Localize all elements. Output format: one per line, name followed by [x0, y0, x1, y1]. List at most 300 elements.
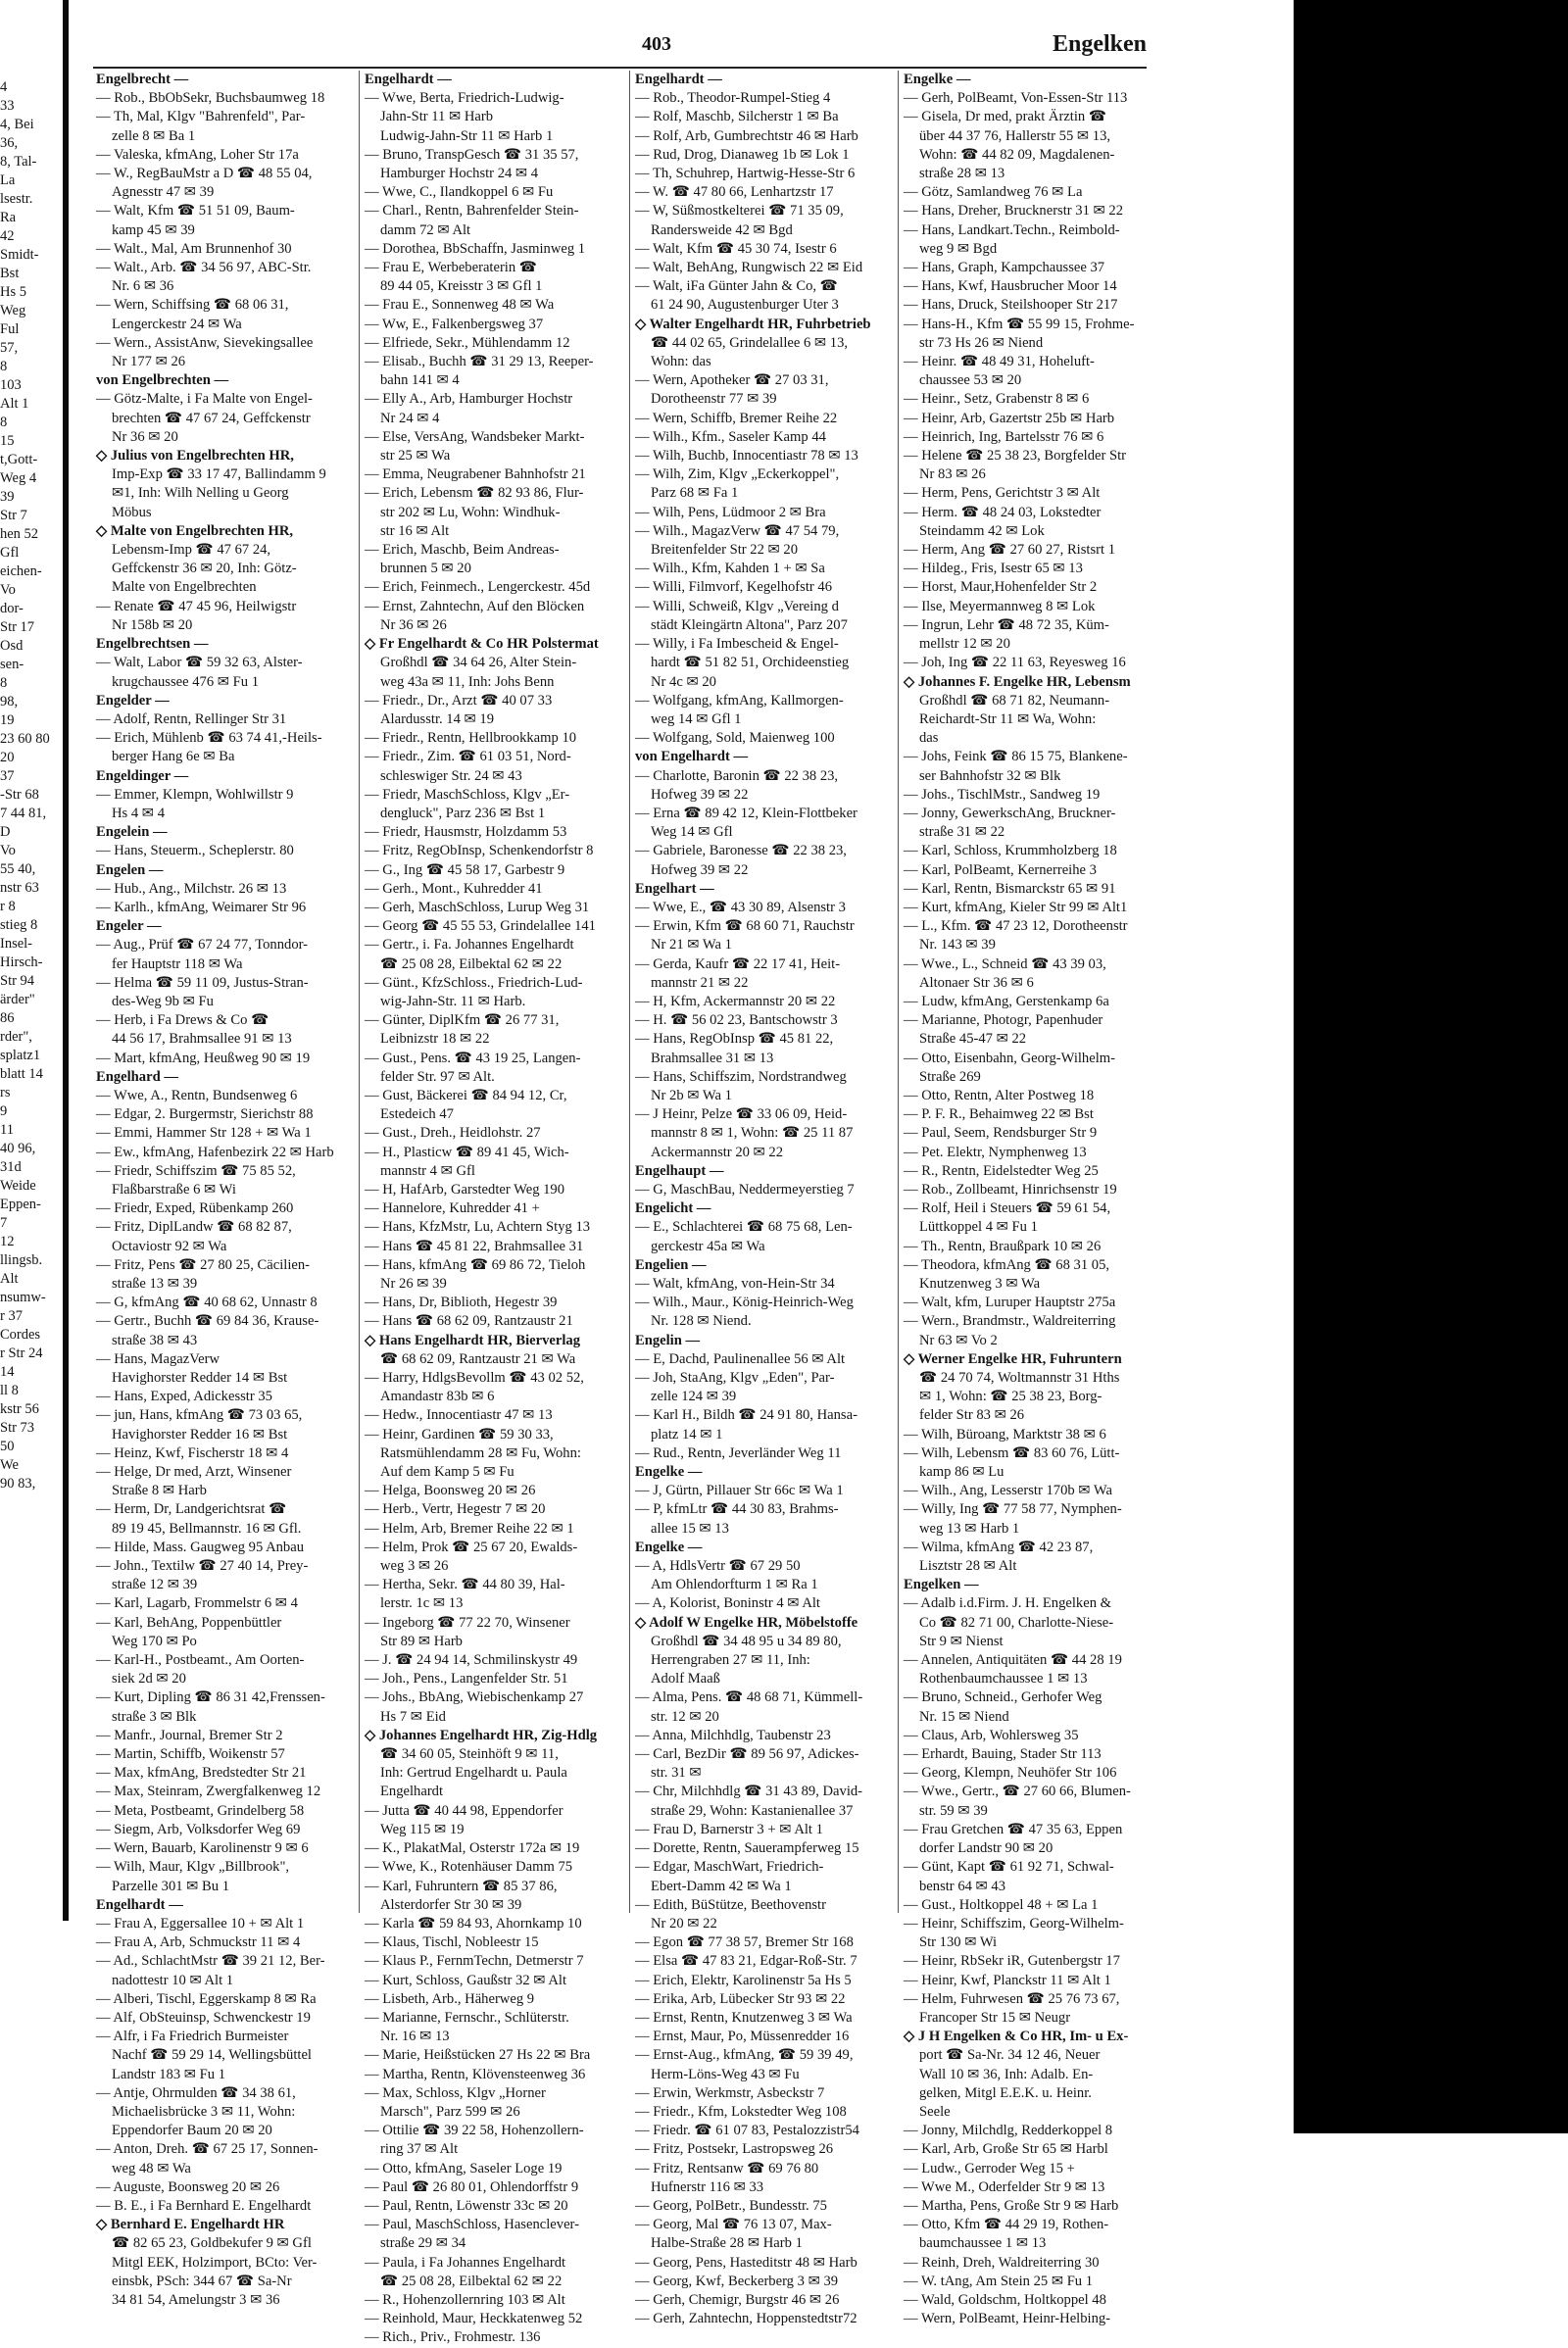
directory-line: — Gerda, Kaufr ☎ 22 17 41, Heit-: [635, 955, 841, 972]
directory-line: — Alberi, Tischl, Eggerskamp 8 ✉ Ra: [96, 1990, 317, 2007]
directory-line: Imp-Exp ☎ 33 17 47, Ballindamm 9: [112, 466, 326, 483]
directory-line: ◇ Bernhard E. Engelhardt HR: [96, 2217, 285, 2233]
directory-line: ✉ 1, Wohn: ☎ 25 38 23, Borg-: [919, 1389, 1102, 1405]
directory-line: — H, Kfm, Ackermannstr 20 ✉ 22: [635, 993, 836, 1009]
directory-line: — Wilh, Lebensm ☎ 83 60 76, Lütt-: [904, 1444, 1120, 1461]
directory-line: — Willy, i Fa Imbescheid & Engel-: [635, 636, 839, 653]
directory-line: — Günt, Kapt ☎ 61 92 71, Schwal-: [904, 1859, 1114, 1876]
directory-line: — Hans, kfmAng ☎ 69 86 72, Tieloh: [365, 1256, 586, 1273]
directory-line: — Ingeborg ☎ 77 22 70, Winsener: [365, 1614, 570, 1631]
directory-line: krugchaussee 476 ✉ Fu 1: [112, 673, 260, 690]
header-rule: [93, 67, 1147, 69]
directory-line: Weg 170 ✉ Po: [112, 1633, 197, 1649]
margin-fragment: blatt 14: [0, 1066, 43, 1082]
directory-line: Estedeich 47: [380, 1106, 454, 1123]
directory-line: 89 44 05, Kreisstr 3 ✉ Gfl 1: [380, 278, 543, 295]
directory-line: Nr. 16 ✉ 13: [380, 2029, 450, 2045]
directory-line: — Wilh, Maur, Klgv „Billbrook",: [96, 1859, 290, 1876]
directory-line: — Karl, Arb, Große Str 65 ✉ Harbl: [904, 2141, 1108, 2158]
directory-line: — Walt., Mal, Am Brunnenhof 30: [96, 240, 292, 257]
directory-line: — J, Gürtn, Pillauer Str 66c ✉ Wa 1: [635, 1483, 844, 1499]
directory-line: — Günter, DiplKfm ☎ 26 77 31,: [365, 1012, 560, 1029]
directory-line: — Hans, Landkart.Techn., Reimbold-: [904, 221, 1120, 238]
directory-line: — Walt, kfmAng, von-Hein-Str 34: [635, 1276, 835, 1292]
margin-fragment: We: [0, 1457, 19, 1473]
directory-line: — Johs., TischlMstr., Sandweg 19: [904, 786, 1101, 803]
directory-line: Engelhardt —: [96, 1896, 183, 1913]
directory-line: — Ad., SchlachtMstr ☎ 39 21 12, Ber-: [96, 1953, 325, 1970]
directory-line: — Heinz, Kwf, Fischerstr 18 ✉ 4: [96, 1444, 289, 1461]
directory-line: Lebensm-Imp ☎ 47 67 24,: [112, 542, 271, 559]
directory-line: Großhdl ☎ 34 48 95 u 34 89 80,: [651, 1633, 842, 1649]
directory-line: — Karl, PolBeamt, Kernerreihe 3: [904, 861, 1097, 878]
directory-line: — Siegm, Arb, Volksdorfer Weg 69: [96, 1821, 301, 1837]
directory-line: 89 19 45, Bellmannstr. 16 ✉ Gfl.: [112, 1520, 302, 1537]
directory-line: — Frau D, Barnerstr 3 + ✉ Alt 1: [635, 1821, 823, 1837]
directory-line: — Frau Gretchen ☎ 47 35 63, Eppen: [904, 1821, 1123, 1837]
directory-line: — Claus, Arb, Wohlersweg 35: [904, 1727, 1079, 1743]
directory-line: — Wald, Goldschm, Holtkoppel 48: [904, 2291, 1106, 2308]
directory-line: ◇ Hans Engelhardt HR, Bierverlag: [365, 1332, 580, 1348]
directory-line: — Ilse, Meyermannweg 8 ✉ Lok: [904, 598, 1096, 614]
directory-line: — Hans, Steuerm., Scheplerstr. 80: [96, 843, 294, 859]
directory-line: — Wwe., Gertr., ☎ 27 60 66, Blumen-: [904, 1784, 1131, 1800]
directory-line: Str 130 ✉ Wi: [919, 1934, 998, 1951]
directory-line: Engelke —: [635, 1464, 703, 1481]
margin-fragment: Hirsch-: [0, 954, 43, 970]
margin-fragment: r 37: [0, 1308, 23, 1324]
margin-fragment: Insel-: [0, 936, 33, 952]
margin-fragment: sen-: [0, 657, 24, 672]
directory-line: mannstr 21 ✉ 22: [651, 974, 749, 991]
directory-line: Nr 36 ✉ 26: [380, 616, 447, 633]
directory-line: — Herm. ☎ 48 24 03, Lokstedter: [904, 504, 1102, 520]
directory-line: str 25 ✉ Wa: [380, 448, 451, 465]
directory-line: weg 48 ✉ Wa: [112, 2160, 191, 2177]
directory-line: — E, Dachd, Paulinenallee 56 ✉ Alt: [635, 1350, 846, 1367]
margin-fragment: 8, Tal-: [0, 154, 37, 170]
directory-line: — Heinr, RbSekr iR, Gutenbergstr 17: [904, 1953, 1120, 1970]
column-divider: [359, 71, 360, 1913]
directory-line: — Heinr. ☎ 48 49 31, Hoheluft-: [904, 354, 1095, 370]
directory-line: hardt ☎ 51 82 51, Orchideenstieg: [651, 655, 850, 671]
directory-line: — Ottilie ☎ 39 22 58, Hohenzollern-: [365, 2123, 584, 2139]
margin-fragment: 7 44 81,: [0, 806, 47, 821]
directory-line: — Gerh., Mont., Kuhredder 41: [365, 880, 543, 897]
directory-line: — Heinr, Gardinen ☎ 59 30 33,: [365, 1426, 554, 1443]
directory-line: — Fritz, DiplLandw ☎ 68 82 87,: [96, 1219, 292, 1236]
directory-line: — Ernst, Maur, Po, Müssenredder 16: [635, 2029, 850, 2045]
directory-line: — Hans, Schiffszim, Nordstrandweg: [635, 1068, 847, 1085]
margin-fragment: 4: [0, 79, 8, 95]
directory-line: — Rud, Drog, Dianaweg 1b ✉ Lok 1: [635, 146, 850, 163]
directory-line: — Hub., Ang., Milchstr. 26 ✉ 13: [96, 880, 287, 897]
directory-line: Malte von Engelbrechten: [112, 579, 257, 596]
directory-line: str. 31 ✉: [651, 1765, 702, 1782]
margin-fragment: Str 73: [0, 1420, 35, 1436]
directory-line: Hamburger Hochstr 24 ✉ 4: [380, 166, 539, 182]
directory-line: gelken, Mitgl E.E.K. u. Heinr.: [919, 2084, 1092, 2101]
directory-line: — Ww, E., Falkenbergsweg 37: [365, 316, 544, 332]
directory-line: — Gabriele, Baronesse ☎ 22 38 23,: [635, 843, 847, 859]
directory-line: ◇ J H Engelken & Co HR, Im- u Ex-: [904, 2029, 1129, 2045]
directory-line: — Walt, kfm, Luruper Hauptstr 275a: [904, 1295, 1116, 1311]
directory-line: des-Weg 9b ✉ Fu: [112, 993, 214, 1009]
directory-line: — Wern, Bauarb, Karolinenstr 9 ✉ 6: [96, 1840, 309, 1857]
directory-line: ☎ 24 70 74, Woltmannstr 31 Hths: [919, 1370, 1120, 1387]
directory-line: — Karlh., kfmAng, Weimarer Str 96: [96, 899, 307, 915]
directory-line: Lengerckestr 24 ✉ Wa: [112, 316, 242, 332]
directory-line: — Pet. Elektr, Nymphenweg 13: [904, 1144, 1087, 1160]
directory-line: Inh: Gertrud Engelhardt u. Paula: [380, 1765, 567, 1782]
margin-fragment: nstr 63: [0, 880, 39, 896]
directory-line: — Reinhold, Maur, Heckkatenweg 52: [365, 2311, 583, 2327]
margin-fragment: Osd: [0, 638, 24, 654]
margin-fragment: Str 17: [0, 619, 35, 635]
margin-fragment: 7: [0, 1215, 8, 1231]
margin-fragment: 39: [0, 489, 15, 505]
directory-line: — Wilh., Kfm., Saseler Kamp 44: [635, 428, 826, 445]
directory-line: — Elisab., Buchh ☎ 31 29 13, Reeper-: [365, 354, 594, 370]
directory-line: str. 12 ✉ 20: [651, 1708, 719, 1725]
directory-line: Nr. 143 ✉ 39: [919, 937, 996, 954]
directory-line: ☎ 25 08 28, Eilbektal 62 ✉ 22: [380, 2273, 563, 2289]
directory-line: Engelien —: [635, 1256, 707, 1273]
directory-line: ◇ Johannes Engelhardt HR, Zig-Hdlg: [365, 1727, 598, 1743]
directory-line: Str 89 ✉ Harb: [380, 1633, 463, 1649]
directory-line: ✉1, Inh: Wilh Nelling u Georg: [112, 485, 289, 502]
directory-line: ◇ Johannes F. Engelke HR, Lebensm: [904, 673, 1131, 690]
directory-line: — Reinh, Dreh, Waldreiterring 30: [904, 2254, 1100, 2271]
directory-line: straße 3 ✉ Blk: [112, 1708, 197, 1725]
directory-line: — Willi, Schweiß, Klgv „Vereing d: [635, 598, 839, 614]
directory-line: kamp 86 ✉ Lu: [919, 1464, 1004, 1481]
directory-line: — Wwe, E., ☎ 43 30 89, Alsenstr 3: [635, 899, 846, 915]
directory-line: Leibnizstr 18 ✉ 22: [380, 1031, 490, 1048]
margin-fragment: Ra: [0, 210, 17, 225]
directory-line: — Karl, Rentn, Bismarckstr 65 ✉ 91: [904, 880, 1116, 897]
directory-line: — Wilh., MagazVerw ☎ 47 54 79,: [635, 522, 840, 539]
margin-fragment: t,Gott-: [0, 452, 38, 467]
directory-line: Nr 83 ✉ 26: [919, 466, 986, 483]
directory-line: — Erwin, Kfm ☎ 68 60 71, Rauchstr: [635, 918, 855, 935]
directory-line: — Walt, Kfm ☎ 45 30 74, Isestr 6: [635, 240, 837, 257]
margin-fragment: Cordes: [0, 1327, 41, 1343]
margin-fragment: 31d: [0, 1159, 22, 1175]
directory-line: Landstr 183 ✉ Fu 1: [112, 2066, 226, 2082]
directory-line: — Hertha, Sekr. ☎ 44 80 39, Hal-: [365, 1577, 565, 1593]
directory-line: 44 56 17, Brahmsallee 91 ✉ 13: [112, 1031, 292, 1048]
directory-line: — Martin, Schiffb, Woikenstr 57: [96, 1746, 285, 1763]
margin-fragment: 8: [0, 675, 8, 691]
directory-line: — Karl, Schloss, Krummholzberg 18: [904, 843, 1117, 859]
directory-line: — Willy, Ing ☎ 77 58 77, Nymphen-: [904, 1501, 1122, 1518]
directory-line: — Walt, Kfm ☎ 51 51 09, Baum-: [96, 203, 295, 220]
directory-line: Lisztstr 28 ✉ Alt: [919, 1558, 1017, 1575]
directory-line: ☎ 34 60 05, Steinhöft 9 ✉ 11,: [380, 1746, 559, 1763]
directory-line: Ratsmühlendamm 28 ✉ Fu, Wohn:: [380, 1444, 581, 1461]
directory-line: Wall 10 ✉ 36, Inh: Adalb. En-: [919, 2066, 1094, 2082]
directory-line: — Ew., kfmAng, Hafenbezirk 22 ✉ Harb: [96, 1144, 334, 1160]
directory-line: — Heinr., Setz, Grabenstr 8 ✉ 6: [904, 391, 1090, 408]
directory-line: — Helm, Arb, Bremer Reihe 22 ✉ 1: [365, 1520, 574, 1537]
margin-fragment: 36,: [0, 135, 19, 151]
directory-line: — E., Schlachterei ☎ 68 75 68, Len-: [635, 1219, 853, 1236]
directory-line: brechten ☎ 47 67 24, Geffckenstr: [112, 410, 311, 426]
margin-fragment: Ful: [0, 321, 20, 337]
margin-fragment: eichen-: [0, 563, 42, 579]
directory-line: — Wern., Brandmstr., Waldreiterring: [904, 1313, 1116, 1330]
directory-line: — R., Rentn, Eidelstedter Weg 25: [904, 1162, 1099, 1179]
directory-line: — Auguste, Boonsweg 20 ✉ 26: [96, 2178, 280, 2195]
directory-line: — Hilde, Mass. Gaugweg 95 Anbau: [96, 1539, 304, 1555]
directory-line: — Edgar, 2. Burgermstr, Sierichstr 88: [96, 1106, 314, 1123]
margin-fragment: 9: [0, 1103, 8, 1119]
directory-line: — Otto, Eisenbahn, Georg-Wilhelm-: [904, 1050, 1115, 1066]
directory-line: — G., Ing ☎ 45 58 17, Garbestr 9: [365, 861, 565, 878]
directory-line: Engelder —: [96, 692, 170, 709]
directory-line: felder Str. 97 ✉ Alt.: [380, 1068, 495, 1085]
directory-line: — A, HdlsVertr ☎ 67 29 50: [635, 1558, 801, 1575]
directory-line: — Fritz, Postsekr, Lastropsweg 26: [635, 2141, 834, 2158]
directory-line: 61 24 90, Augustenburger Uter 3: [651, 297, 839, 314]
directory-line: Engelbrechtsen —: [96, 636, 209, 653]
directory-line: — Herm, Pens, Gerichtstr 3 ✉ Alt: [904, 485, 1101, 502]
directory-line: — Friedr, MaschSchloss, Klgv „Er-: [365, 786, 570, 803]
directory-line: allee 15 ✉ 13: [651, 1520, 729, 1537]
directory-line: — Erika, Arb, Lübecker Str 93 ✉ 22: [635, 1990, 846, 2007]
directory-line: — Erich, Lebensm ☎ 82 93 86, Flur-: [365, 485, 584, 502]
directory-line: platz 14 ✉ 1: [651, 1426, 723, 1443]
margin-fragment: 57,: [0, 340, 19, 356]
directory-line: — Edith, BüStütze, Beethovenstr: [635, 1896, 826, 1913]
margin-fragment: rder",: [0, 1029, 32, 1045]
directory-line: — B. E., i Fa Bernhard E. Engelhardt: [96, 2197, 312, 2214]
directory-line: Straße 8 ✉ Harb: [112, 1483, 207, 1499]
margin-fragment: 4, Bei: [0, 117, 34, 132]
directory-line: — Wilh., Maur., König-Heinrich-Weg: [635, 1295, 854, 1311]
directory-line: Wohn: das: [651, 354, 711, 370]
directory-line: — John., Textilw ☎ 27 40 14, Prey-: [96, 1558, 309, 1575]
directory-line: — Harry, HdlgsBevollm ☎ 43 02 52,: [365, 1370, 584, 1387]
directory-line: — Klaus P., FernmTechn, Detmerstr 7: [365, 1953, 584, 1970]
directory-line: — Friedr, Hausmstr, Holzdamm 53: [365, 824, 567, 841]
directory-line: — Gerh, Chemigr, Burgstr 46 ✉ 26: [635, 2291, 840, 2308]
directory-line: mellstr 12 ✉ 20: [919, 636, 1010, 653]
directory-line: — Wolfgang, kfmAng, Kallmorgen-: [635, 692, 844, 709]
directory-line: str 202 ✉ Lu, Wohn: Windhuk-: [380, 504, 561, 520]
directory-line: — Gust., Holtkoppel 48 + ✉ La 1: [904, 1896, 1099, 1913]
directory-line: — Emmer, Klempn, Wohlwillstr 9: [96, 786, 294, 803]
directory-line: Marsch", Parz 599 ✉ 26: [380, 2103, 520, 2120]
directory-line: Nr 2b ✉ Wa 1: [651, 1087, 732, 1103]
directory-line: — Paul, MaschSchloss, Hasenclever-: [365, 2217, 579, 2233]
directory-line: — Th, Schuhrep, Hartwig-Hesse-Str 6: [635, 166, 856, 182]
directory-line: Nr. 15 ✉ Niend: [919, 1708, 1009, 1725]
directory-line: — J Heinr, Pelze ☎ 33 06 09, Heid-: [635, 1106, 848, 1123]
directory-line: weg 43a ✉ 11, Inh: Johs Benn: [380, 673, 555, 690]
directory-line: Engelin —: [635, 1332, 701, 1348]
directory-line: — Herm, Ang ☎ 27 60 27, Ristsrt 1: [904, 542, 1116, 559]
directory-line: — Walt., Arb. ☎ 34 56 97, ABC-Str.: [96, 260, 312, 276]
margin-fragment: Weg: [0, 303, 26, 318]
directory-line: — Friedr., Dr., Arzt ☎ 40 07 33: [365, 692, 553, 709]
directory-line: kamp 45 ✉ 39: [112, 221, 195, 238]
directory-line: — Ludw., Gerroder Weg 15 +: [904, 2160, 1075, 2177]
directory-line: — W. ☎ 47 80 66, Lenhartzstr 17: [635, 184, 834, 201]
directory-line: dengluck", Parz 236 ✉ Bst 1: [380, 805, 546, 821]
margin-fragment: 11: [0, 1122, 14, 1138]
directory-line: — Erich, Maschb, Beim Andreas-: [365, 542, 560, 559]
directory-line: — Karl H., Bildh ☎ 24 91 80, Hansa-: [635, 1407, 858, 1424]
directory-line: — Frau E., Sonnenweg 48 ✉ Wa: [365, 297, 555, 314]
directory-line: — Jutta ☎ 40 44 98, Eppendorfer: [365, 1802, 564, 1819]
directory-line: zelle 124 ✉ 39: [651, 1389, 737, 1405]
directory-line: Weg 14 ✉ Gfl: [651, 824, 733, 841]
directory-line: — Gerh, PolBeamt, Von-Essen-Str 113: [904, 90, 1128, 107]
directory-line: — Helm, Prok ☎ 25 67 20, Ewalds-: [365, 1539, 578, 1555]
directory-line: Nr 36 ✉ 20: [112, 428, 178, 445]
margin-fragment: Alt 1: [0, 396, 29, 412]
directory-line: — Erna ☎ 89 42 12, Klein-Flottbeker: [635, 805, 858, 821]
directory-line: Steindamm 42 ✉ Lok: [919, 522, 1045, 539]
directory-line: Ackermannstr 20 ✉ 22: [651, 1144, 784, 1160]
directory-line: das: [919, 730, 939, 747]
directory-line: — R., Hohenzollernring 103 ✉ Alt: [365, 2291, 565, 2308]
directory-line: — Dorette, Rentn, Sauerampferweg 15: [635, 1840, 859, 1857]
directory-line: — Hans, Dr, Biblioth, Hegestr 39: [365, 1295, 558, 1311]
margin-fragment: Str 94: [0, 973, 35, 989]
directory-line: weg 9 ✉ Bgd: [919, 240, 998, 257]
directory-line: Adolf Maaß: [651, 1671, 720, 1688]
directory-line: — Dorothea, BbSchaffn, Jasminweg 1: [365, 240, 586, 257]
directory-line: — Hans, RegObInsp ☎ 45 81 22,: [635, 1031, 834, 1048]
directory-line: ◇ Walter Engelhardt HR, Fuhrbetrieb: [635, 316, 871, 332]
directory-line: — Heinr, Arb, Gazertstr 25b ✉ Harb: [904, 410, 1115, 426]
directory-line: Francoper Str 15 ✉ Neugr: [919, 2009, 1071, 2026]
directory-line: — Kurt, Dipling ☎ 86 31 42,Frenssen-: [96, 1689, 325, 1706]
directory-line: gerckestr 45a ✉ Wa: [651, 1238, 765, 1254]
directory-line: — Walt, BehAng, Rungwisch 22 ✉ Eid: [635, 260, 863, 276]
book-spine: [63, 0, 69, 1921]
directory-line: — Helene ☎ 25 38 23, Borgfelder Str: [904, 448, 1127, 465]
directory-line: — Hans, Graph, Kampchaussee 37: [904, 260, 1105, 276]
directory-line: straße 29 ✉ 34: [380, 2235, 466, 2252]
directory-line: brunnen 5 ✉ 20: [380, 561, 471, 577]
directory-line: Herm-Löns-Weg 43 ✉ Fu: [651, 2066, 800, 2082]
directory-line: — Gerh, Zahntechn, Hoppenstedtstr72: [635, 2311, 858, 2327]
directory-line: — Fritz, Pens ☎ 27 80 25, Cäcilien-: [96, 1256, 311, 1273]
directory-line: — Ernst, Rentn, Knutzenweg 3 ✉ Wa: [635, 2009, 853, 2026]
margin-fragment: 98,: [0, 694, 19, 709]
directory-line: Engelhaupt —: [635, 1162, 724, 1179]
directory-line: — Alma, Pens. ☎ 48 68 71, Kümmell-: [635, 1689, 863, 1706]
directory-line: — Max, Steinram, Zwergfalkenweg 12: [96, 1784, 321, 1800]
directory-line: straße 38 ✉ 43: [112, 1332, 198, 1348]
margin-fragment: r 8: [0, 899, 16, 914]
directory-line: — Paula, i Fa Johannes Engelhardt: [365, 2254, 566, 2271]
directory-line: ◇ Werner Engelke HR, Fuhruntern: [904, 1350, 1122, 1367]
directory-line: Hofweg 39 ✉ 22: [651, 861, 749, 878]
directory-line: Parz 68 ✉ Fa 1: [651, 485, 739, 502]
previous-page-margin: [0, 78, 59, 1921]
directory-line: Amandastr 83b ✉ 6: [380, 1389, 495, 1405]
scan-black-border: [1294, 0, 1568, 2133]
directory-line: — Wolfgang, Sold, Maienweg 100: [635, 730, 835, 747]
margin-fragment: 12: [0, 1234, 15, 1249]
directory-line: — Manfr., Journal, Bremer Str 2: [96, 1727, 283, 1743]
directory-line: — Rich., Priv., Frohmestr. 136: [365, 2329, 541, 2346]
directory-line: Straße 45-47 ✉ 22: [919, 1031, 1027, 1048]
directory-line: — Marie, Heißstücken 27 Hs 22 ✉ Bra: [365, 2047, 591, 2064]
directory-line: — Herm, Dr, Landgerichtsrat ☎: [96, 1501, 287, 1518]
directory-line: — Gust., Dreh., Heidlohstr. 27: [365, 1125, 541, 1142]
directory-line: — Wern, Apotheker ☎ 27 03 31,: [635, 372, 829, 389]
directory-line: Str 9 ✉ Nienst: [919, 1633, 1004, 1649]
directory-line: — L., Kfm. ☎ 47 23 12, Dorotheenstr: [904, 918, 1128, 935]
directory-line: — Chr, Milchhdlg ☎ 31 43 89, David-: [635, 1784, 863, 1800]
directory-line: — Emma, Neugrabener Bahnhofstr 21: [365, 466, 586, 483]
directory-line: Nr 26 ✉ 39: [380, 1276, 447, 1292]
directory-line: — Adolf, Rentn, Rellinger Str 31: [96, 710, 287, 727]
directory-line: — Friedr. ☎ 61 07 83, Pestalozzistr54: [635, 2123, 859, 2139]
directory-line: nadottestr 10 ✉ Alt 1: [112, 1972, 234, 1988]
directory-line: Alardusstr. 14 ✉ 19: [380, 710, 495, 727]
directory-line: — Friedr., Zim. ☎ 61 03 51, Nord-: [365, 749, 571, 765]
directory-line: — Martha, Rentn, Klövensteenweg 36: [365, 2066, 586, 2082]
directory-line: Agnesstr 47 ✉ 39: [112, 184, 215, 201]
directory-line: Nr 158b ✉ 20: [112, 616, 193, 633]
directory-line: — Hans, Kwf, Hausbrucher Moor 14: [904, 278, 1117, 295]
directory-line: — Karl-H., Postbeamt., Am Oorten-: [96, 1652, 305, 1669]
directory-line: — Karl, Fuhruntern ☎ 85 37 86,: [365, 1878, 558, 1894]
margin-fragment: 33: [0, 98, 15, 114]
directory-line: — Erich, Elektr, Karolinenstr 5a Hs 5: [635, 1972, 852, 1988]
page-number: 403: [642, 33, 671, 55]
directory-line: einsbk, PSch: 344 67 ☎ Sa-Nr: [112, 2273, 292, 2289]
directory-line: Straße 269: [919, 1068, 981, 1085]
directory-line: — Wilh, Pens, Lüdmoor 2 ✉ Bra: [635, 504, 826, 520]
margin-fragment: Weide: [0, 1178, 36, 1194]
directory-line: — Friedr., Kfm, Lokstedter Weg 108: [635, 2103, 847, 2120]
margin-fragment: 15: [0, 433, 15, 449]
directory-line: Engelke —: [904, 72, 971, 87]
directory-line: — Ludw, kfmAng, Gerstenkamp 6a: [904, 993, 1109, 1009]
directory-line: Reichardt-Str 11 ✉ Wa, Wohn:: [919, 710, 1097, 727]
directory-line: — Johs., BbAng, Wiebischenkamp 27: [365, 1689, 584, 1706]
margin-fragment: Eppen-: [0, 1197, 41, 1212]
directory-line: wig-Jahn-Str. 11 ✉ Harb.: [380, 993, 526, 1009]
directory-line: — G, MaschBau, Neddermeyerstieg 7: [635, 1181, 855, 1198]
directory-line: Michaelisbrücke 3 ✉ 11, Wohn:: [112, 2103, 296, 2120]
margin-fragment: kstr 56: [0, 1401, 39, 1417]
directory-line: — Karla ☎ 59 84 93, Ahornkamp 10: [365, 1915, 582, 1932]
directory-line: — Martha, Pens, Große Str 9 ✉ Harb: [904, 2197, 1119, 2214]
margin-fragment: ll 8: [0, 1383, 19, 1398]
directory-line: — Walt, iFa Günter Jahn & Co, ☎: [635, 278, 838, 295]
directory-line: — Walt, Labor ☎ 59 32 63, Alster-: [96, 655, 303, 671]
directory-line: — H. ☎ 56 02 23, Bantschowstr 3: [635, 1012, 838, 1029]
directory-line: — Wwe, Berta, Friedrich-Ludwig-: [365, 90, 564, 107]
directory-line: — Lisbeth, Arb., Häherweg 9: [365, 1990, 535, 2007]
directory-line: — Klaus, Tischl, Nobleestr 15: [365, 1934, 539, 1951]
directory-line: — Georg ☎ 45 55 53, Grindelallee 141: [365, 918, 596, 935]
directory-line: — Wilh, Zim, Klgv „Eckerkoppel",: [635, 466, 840, 483]
directory-line: — Wwe, K., Rotenhäuser Damm 75: [365, 1859, 573, 1876]
directory-line: — Gertr., i. Fa. Johannes Engelhardt: [365, 937, 574, 954]
directory-line: — K., PlakatMal, Osterstr 172a ✉ 19: [365, 1840, 580, 1857]
directory-line: baumchaussee 1 ✉ 13: [919, 2235, 1047, 2252]
